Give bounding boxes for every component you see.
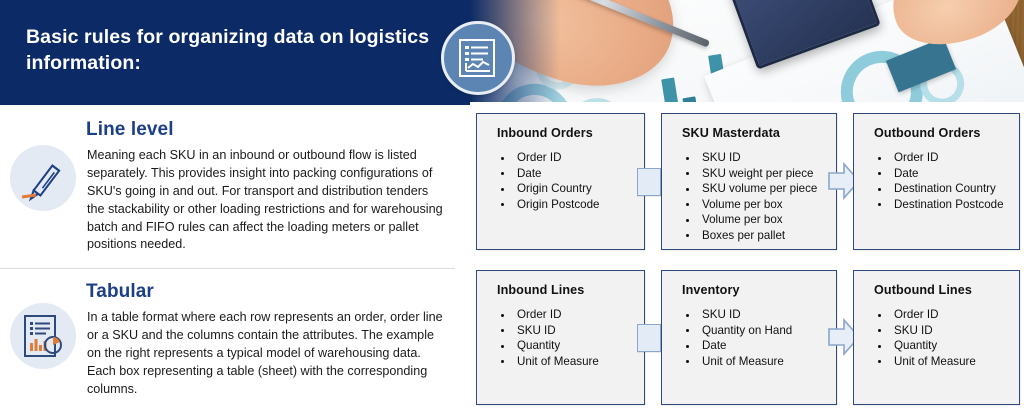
box-field-list bbox=[872, 307, 1011, 369]
page-title: Basic rules for organizing data on logistics information: bbox=[26, 26, 430, 75]
header-photo bbox=[470, 0, 1024, 102]
box-field: Origin Country bbox=[495, 181, 636, 197]
box-field: Volume per box bbox=[680, 197, 828, 213]
pencil-icon bbox=[10, 145, 76, 211]
header bbox=[0, 0, 1024, 105]
table-box-inbound-orders[interactable] bbox=[476, 113, 645, 250]
section-tabular bbox=[0, 275, 470, 412]
box-field: Quantity bbox=[872, 338, 1011, 354]
box-field: Destination Country bbox=[872, 181, 1011, 197]
section-title: Tabular bbox=[86, 281, 154, 302]
box-field: SKU ID bbox=[495, 323, 636, 339]
box-title: Inventory bbox=[682, 283, 740, 297]
box-field-list bbox=[495, 150, 636, 212]
box-field-list bbox=[872, 150, 1011, 212]
box-title: SKU Masterdata bbox=[682, 126, 780, 140]
box-field: Order ID bbox=[495, 150, 636, 166]
left-column bbox=[0, 105, 470, 412]
box-field: SKU ID bbox=[872, 323, 1011, 339]
box-field-list bbox=[680, 307, 828, 369]
box-field: SKU ID bbox=[680, 150, 828, 166]
box-field: Unit of Measure bbox=[680, 354, 828, 370]
box-field: Order ID bbox=[495, 307, 636, 323]
report-chart-icon bbox=[10, 303, 76, 369]
box-title: Outbound Orders bbox=[874, 126, 981, 140]
section-line-level bbox=[0, 113, 470, 263]
box-field: Quantity on Hand bbox=[680, 323, 828, 339]
section-body: Meaning each SKU in an inbound or outbound flow is listed separately. This provides insight into packing configurations of SKU's going in and out. For transport and distribution tenders the stackability or other loading restrictions and for warehousing batch and FIFO rules can affect the loading meters or pallet positions needed. bbox=[87, 148, 443, 252]
box-field: Origin Postcode bbox=[495, 197, 636, 213]
box-title: Inbound Lines bbox=[497, 283, 585, 297]
box-field: Order ID bbox=[872, 150, 1011, 166]
table-box-sku-masterdata[interactable] bbox=[661, 113, 837, 250]
section-body: In a table format where each row represents an order, order line or a SKU and the columns contain the attributes. The example on the right represents a typical model of warehousing data. Each box representing a table (sheet) with the corresponding columns. bbox=[87, 310, 443, 396]
connector-inbound-lines-to-inventory bbox=[637, 324, 661, 352]
section-title: Line level bbox=[86, 119, 174, 140]
table-box-outbound-orders[interactable] bbox=[853, 113, 1020, 250]
box-field: SKU weight per piece bbox=[680, 166, 828, 182]
document-chart-icon bbox=[441, 21, 515, 95]
box-title: Inbound Orders bbox=[497, 126, 593, 140]
box-field-list bbox=[495, 307, 636, 369]
connector-inbound-orders-to-sku bbox=[637, 168, 661, 196]
box-field: Destination Postcode bbox=[872, 197, 1011, 213]
box-title: Outbound Lines bbox=[874, 283, 972, 297]
box-field: Order ID bbox=[872, 307, 1011, 323]
box-field-list bbox=[680, 150, 828, 244]
data-model-diagram bbox=[470, 105, 1024, 412]
box-field: Volume per box bbox=[680, 212, 828, 228]
box-field: Unit of Measure bbox=[872, 354, 1011, 370]
box-field: Quantity bbox=[495, 338, 636, 354]
box-field: Date bbox=[495, 166, 636, 182]
section-divider bbox=[0, 268, 455, 269]
table-box-inventory[interactable] bbox=[661, 270, 837, 405]
box-field: SKU volume per piece bbox=[680, 181, 828, 197]
box-field: Date bbox=[872, 166, 1011, 182]
table-box-inbound-lines[interactable] bbox=[476, 270, 645, 405]
box-field: Boxes per pallet bbox=[680, 228, 828, 244]
table-box-outbound-lines[interactable] bbox=[853, 270, 1020, 405]
box-field: Date bbox=[680, 338, 828, 354]
box-field: Unit of Measure bbox=[495, 354, 636, 370]
box-field: SKU ID bbox=[680, 307, 828, 323]
